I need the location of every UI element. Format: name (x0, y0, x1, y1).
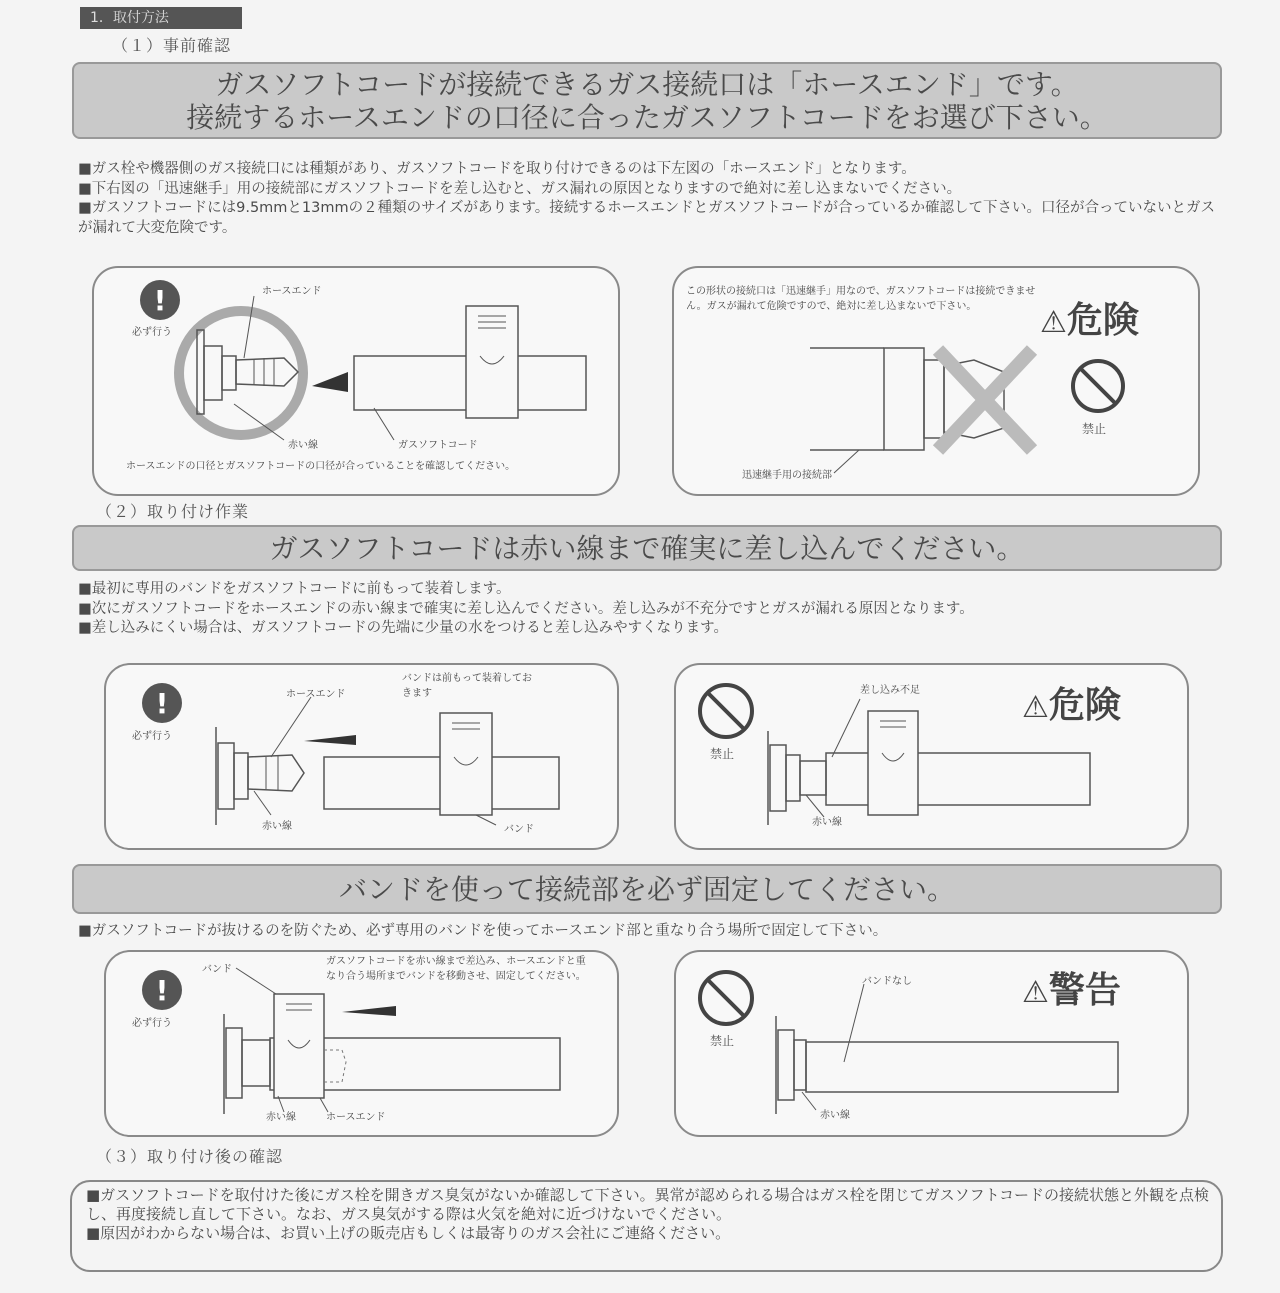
red-line-label: 赤い線 (820, 1110, 850, 1121)
subheading-pre-check: （１）事前確認 (112, 36, 232, 55)
banner-line-1: ガスソフトコードが接続できるガス接続口は「ホースエンド」です。 (215, 68, 1079, 101)
panel-insert-danger (674, 663, 1189, 850)
cord-label: ガスソフトコード (398, 440, 478, 451)
banner-insert: ガスソフトコードは赤い線まで確実に差し込んでください。 (72, 525, 1222, 571)
banner-hose-end (72, 62, 1222, 139)
insert-diagram (106, 665, 621, 852)
bullet: ■ガスソフトコードには9.5mmと13mmの２種類のサイズがあります。接続するホースエンドとガスソフトコードが合っているか確認して下さい。口径が合っていないとガスが漏れて大変危険です。 (78, 200, 1215, 236)
panel-band-warning (674, 950, 1189, 1137)
panel-hose-end-ok (92, 266, 620, 496)
bullet: ■最初に専用のバンドをガスソフトコードに前もって装着します。 (78, 581, 511, 597)
subheading-after-check: （３）取り付け後の確認 (96, 1147, 284, 1166)
insufficient-label: 差し込み不足 (860, 685, 920, 696)
red-line-label: 赤い線 (262, 821, 292, 832)
banner-line-2: 接続するホースエンドの口径に合ったガスソフトコードをお選び下さい。 (186, 101, 1108, 134)
section-title: 1．取付方法 (80, 7, 242, 29)
left-caption: ホースエンドの口径とガスソフトコードの口径が合っていることを確認してください。 (126, 461, 516, 472)
hose-end-label: ホースエンド (286, 689, 346, 700)
danger-heading (1040, 292, 1139, 343)
red-line-label: 赤い線 (812, 817, 842, 828)
warning-heading (1022, 962, 1121, 1013)
warning-triangle-icon: ⚠ (1040, 305, 1067, 340)
svg-text:!: ! (153, 284, 167, 317)
bullet: ■ガス栓や機器側のガス接続口には種類があり、ガスソフトコードを取り付けできるのは下左図の「ホースエンド」となります。 (78, 161, 916, 177)
red-line-label: 赤い線 (266, 1112, 296, 1123)
panel-insert-ok (104, 663, 619, 850)
notice-line: ■原因がわからない場合は、お買い上げの販売店もしくは最寄りのガス会社にご連絡ください。 (86, 1224, 731, 1242)
warning-triangle-icon: ⚠ (1022, 690, 1049, 725)
band-label: バンド (202, 964, 232, 975)
danger-heading (1022, 677, 1121, 728)
no-band-label: バンドなし (862, 976, 912, 987)
danger-text: 危険 (1048, 685, 1121, 726)
step2-bullets (78, 580, 1228, 639)
notice-line: ■ガスソフトコードを取付けた後にガス栓を開きガス臭気がないか確認して下さい。異常が認められる場合はガス栓を閉じてガスソフトコードの接続状態と外観を点検し、再度接続し直して下さい。なお、ガス臭気がする際は火気を絶対に近づけないでください。 (86, 1186, 1209, 1223)
panel-quick-coupler-danger (672, 266, 1200, 496)
band-fix-note: ガスソフトコードを赤い線まで差込み、ホースエンドと重なり合う場所までバンドを移動させ、固定してください。 (326, 956, 586, 982)
subheading-install: （２）取り付け作業 (96, 502, 250, 521)
panel-band-ok (104, 950, 619, 1137)
must-do-label: 必ず行う (132, 1018, 172, 1029)
warning-triangle-icon: ⚠ (1022, 975, 1049, 1010)
bullet: ■差し込みにくい場合は、ガスソフトコードの先端に少量の水をつけると差し込みやすくなります。 (78, 620, 728, 636)
warning-text: 警告 (1048, 970, 1121, 1011)
quick-coupler-note: この形状の接続口は「迅速継手」用なので、ガスソフトコードは接続できません。ガスが漏れて危険ですので、絶対に差し込まないで下さい。 (686, 286, 1036, 312)
hose-end-label: ホースエンド (326, 1112, 386, 1123)
band-note: バンドは前もって装着しておきます (402, 673, 532, 699)
svg-text:!: ! (155, 974, 169, 1007)
prohibit-label: 禁止 (1082, 422, 1107, 436)
must-do-label: 必ず行う (132, 731, 172, 742)
danger-text: 危険 (1066, 300, 1139, 341)
banner-band: バンドを使って接続部を必ず固定してください。 (72, 864, 1222, 914)
must-do-label: 必ず行う (132, 327, 172, 338)
red-line-label: 赤い線 (288, 440, 318, 451)
after-install-notice (70, 1180, 1223, 1272)
step3-bullets (78, 922, 1228, 942)
band-shape (466, 306, 518, 418)
hose-end-label: ホースエンド (262, 286, 322, 297)
band-label: バンド (504, 824, 534, 835)
bullet: ■下右図の「迅速継手」用の接続部にガスソフトコードを差し込むと、ガス漏れの原因となりますので絶対に差し込まないでください。 (78, 180, 962, 197)
prohibit-label: 禁止 (710, 1034, 735, 1048)
bullet: ■ガスソフトコードが抜けるのを防ぐため、必ず専用のバンドを使ってホースエンド部と重なり合う場所で固定して下さい。 (78, 923, 888, 939)
prohibit-label: 禁止 (710, 747, 735, 761)
bullet: ■次にガスソフトコードをホースエンドの赤い線まで確実に差し込んでください。差し込みが不充分ですとガスが漏れる原因となります。 (78, 600, 974, 617)
step1-bullets (78, 160, 1228, 238)
quick-coupler-label: 迅速継手用の接続部 (742, 470, 832, 481)
svg-text:!: ! (155, 687, 169, 720)
